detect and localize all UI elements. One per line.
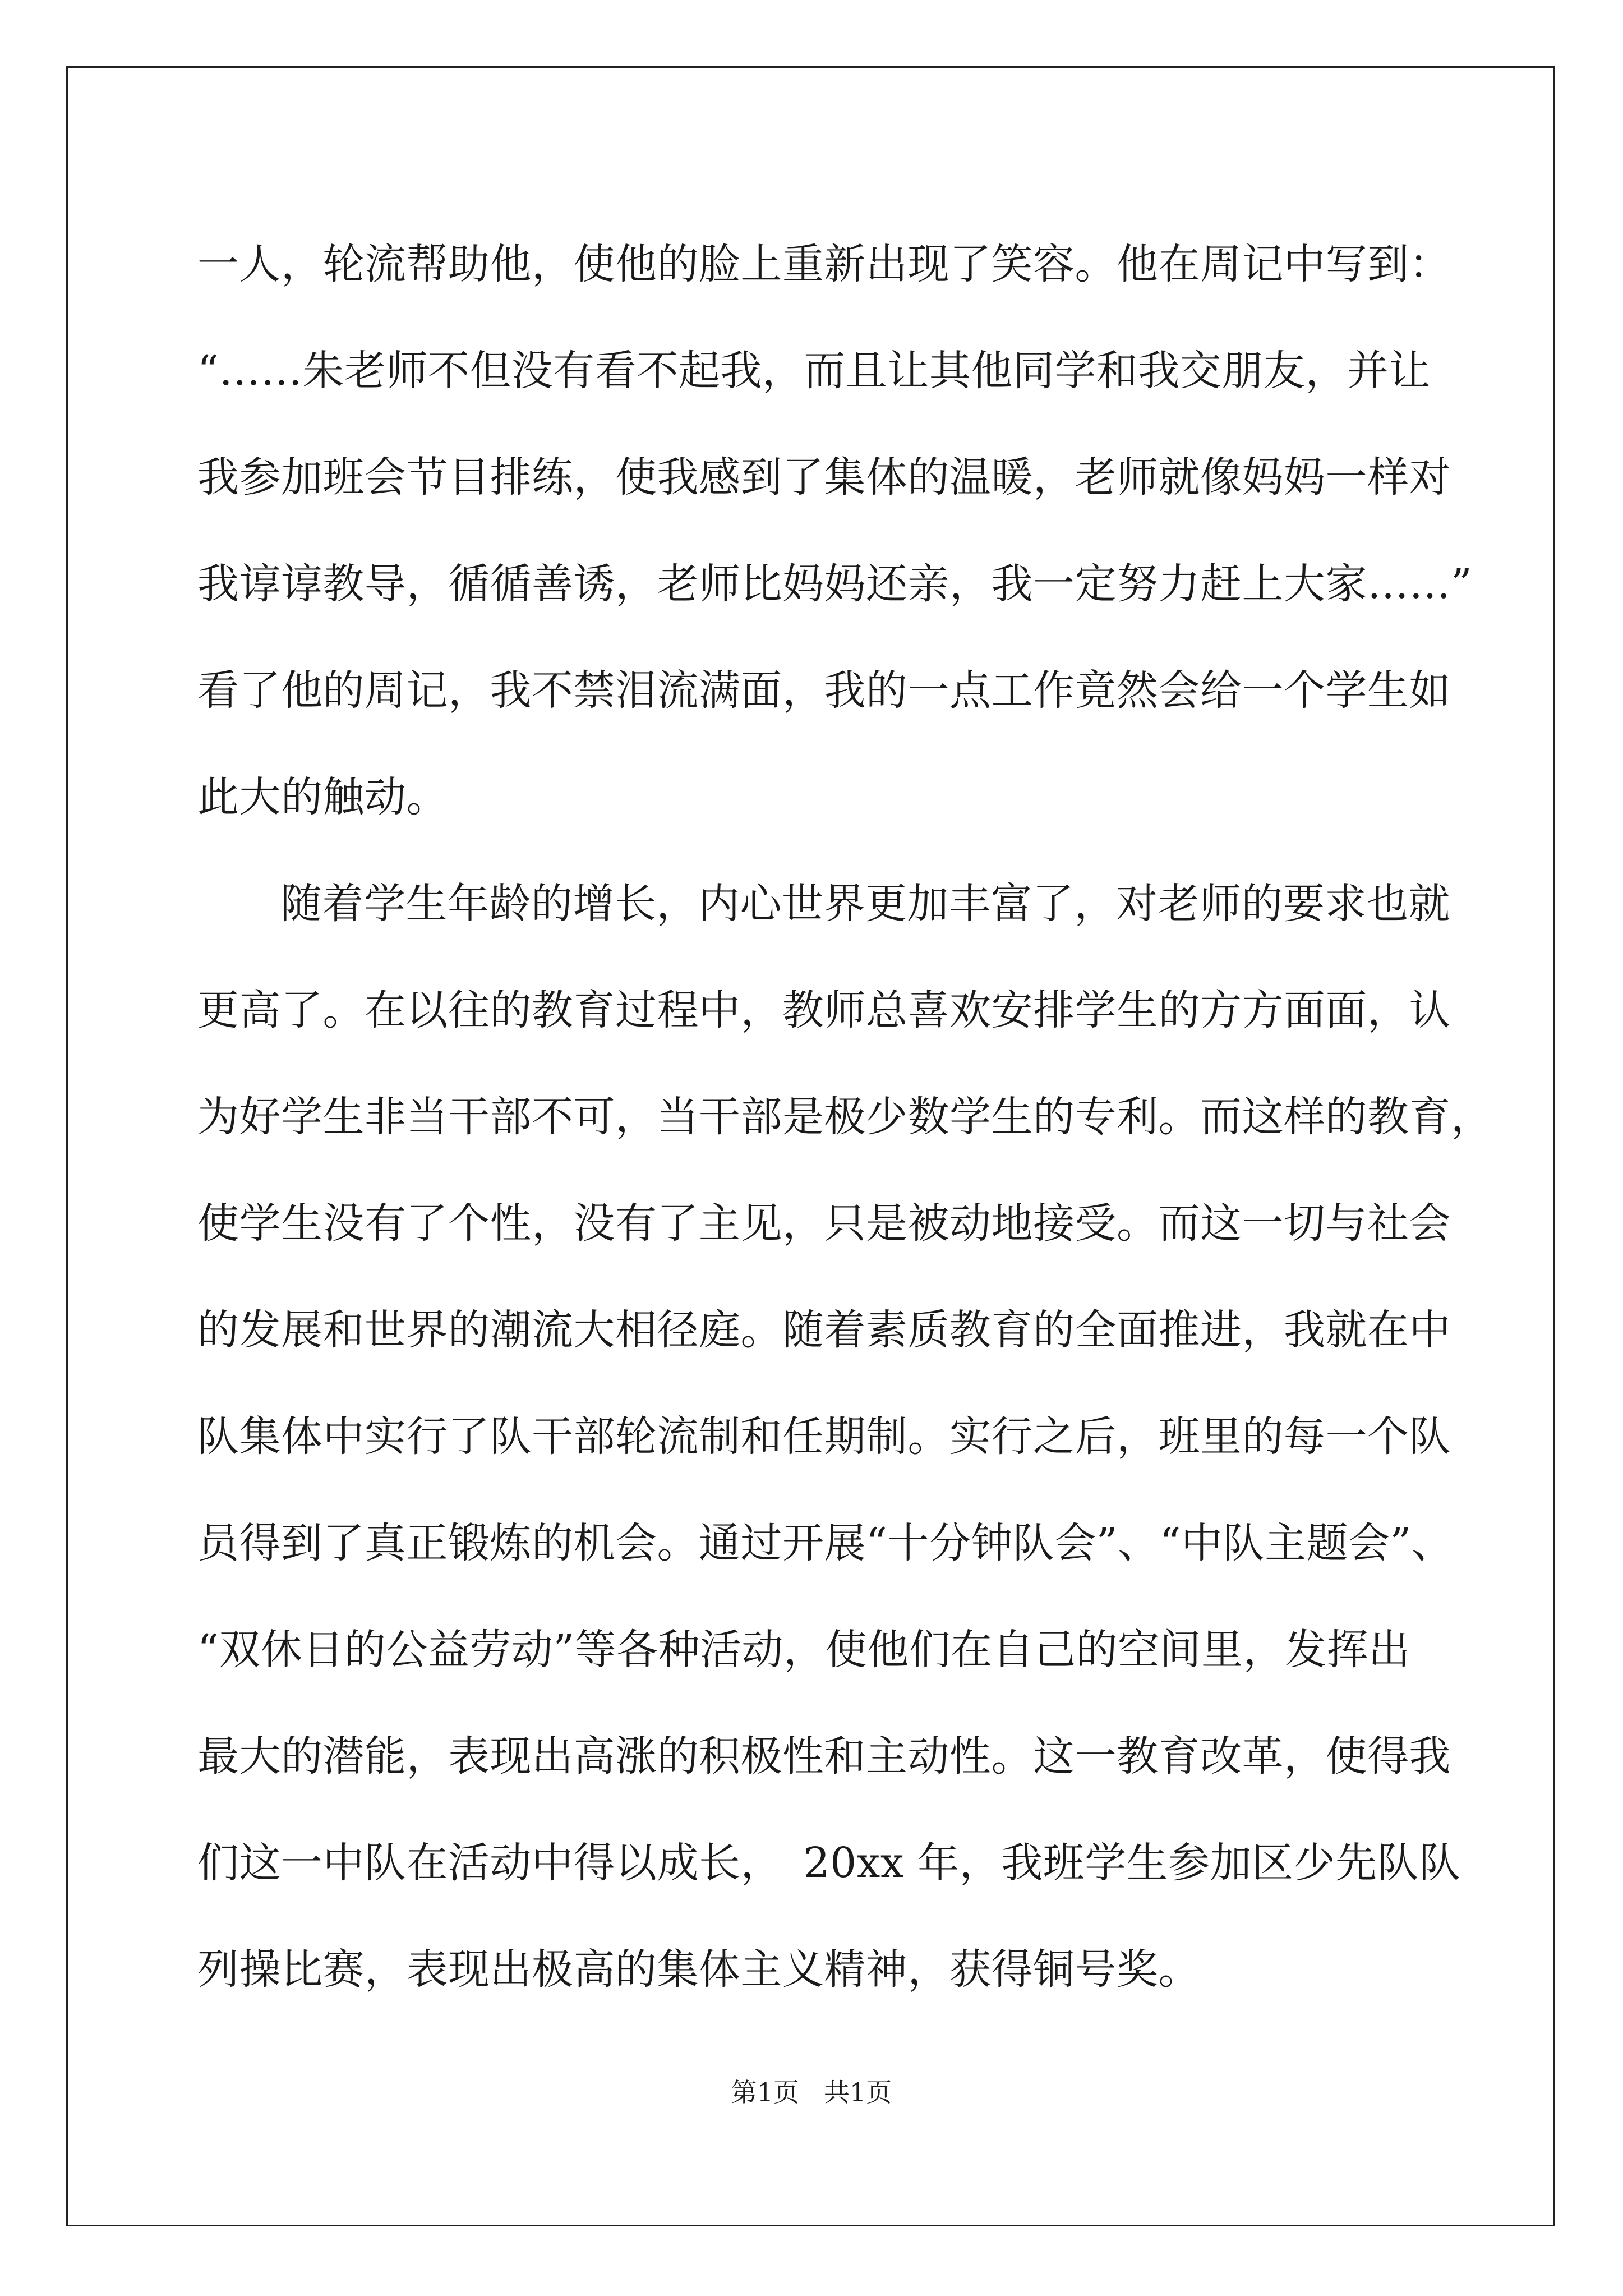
text-line: 随着学生年龄的增长，内心世界更加丰富了，对老师的要求也就: [280, 880, 1450, 928]
text-line: 一人，轮流帮助他，使他的脸上重新出现了笑容。他在周记中写到：: [197, 240, 1451, 288]
text-line: 队集体中实行了队干部轮流制和任期制。实行之后，班里的每一个队: [197, 1412, 1451, 1461]
text-line: 更高了。在以往的教育过程中，教师总喜欢安排学生的方方面面，认: [197, 986, 1451, 1034]
text-line: 列操比赛，表现出极高的集体主义精神，获得铜号奖。: [197, 1945, 1200, 1994]
page-number: 第1页: [731, 2077, 799, 2108]
text-line: 此大的触动。: [197, 773, 448, 821]
text-line: “……朱老师不但没有看不起我，而且让其他同学和我交朋友，并让: [197, 347, 1431, 395]
page-footer: [0, 2076, 1623, 2109]
text-line: “双休日的公益劳动”等各种活动，使他们在自己的空间里，发挥出: [197, 1626, 1410, 1674]
page-total: 共1页: [824, 2077, 892, 2108]
text-line: 看了他的周记，我不禁泪流满面，我的一点工作竟然会给一个学生如: [197, 666, 1451, 715]
text-line: 为好学生非当干部不可，当干部是极少数学生的专利。而这样的教育，: [197, 1093, 1493, 1141]
text-line: 们这一中队在活动中得以成长， 20xx 年，我班学生参加区少先队队: [197, 1839, 1461, 1887]
text-line: 使学生没有了个性，没有了主见，只是被动地接受。而这一切与社会: [197, 1199, 1451, 1248]
text-line: 最大的潜能，表现出高涨的积极性和主动性。这一教育改革，使得我: [197, 1732, 1451, 1780]
text-line: 员得到了真正锻炼的机会。通过开展“十分钟队会”、“中队主题会”、: [197, 1519, 1454, 1567]
text-line: 我参加班会节目排练，使我感到了集体的温暖，老师就像妈妈一样对: [197, 453, 1451, 501]
document-body: [197, 211, 1493, 2023]
text-line: 我谆谆教导，循循善诱，老师比妈妈还亲，我一定努力赶上大家……”: [197, 560, 1473, 608]
text-line: 的发展和世界的潮流大相径庭。随着素质教育的全面推进，我就在中: [197, 1306, 1451, 1354]
